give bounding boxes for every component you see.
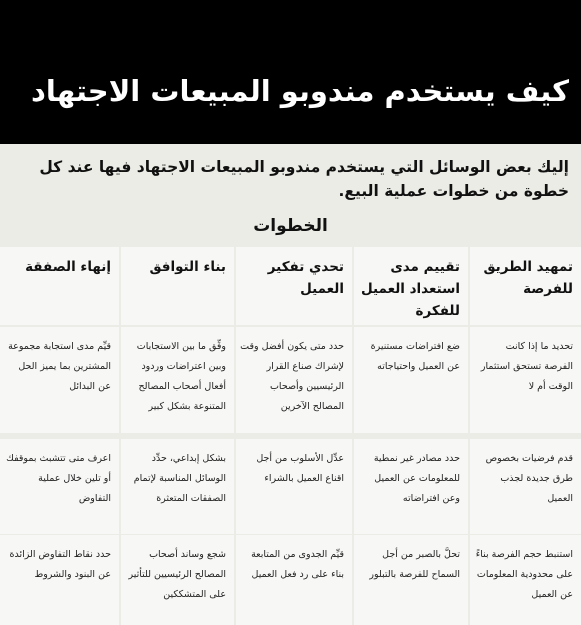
table-cell [0, 327, 119, 433]
table-cell [354, 535, 468, 625]
table-cell [354, 439, 468, 534]
column-header [0, 247, 119, 325]
column-building-consensus [121, 247, 234, 625]
page-title: كيف يستخدم مندوبو المبيعات الاجتهاد [31, 74, 569, 108]
table-cell [470, 535, 581, 625]
table-cell [121, 439, 234, 534]
cell-text: تحلَّ بالصبر من أجل السماح للفرصة بالتبلور [369, 549, 460, 580]
column-header-label: تحدي تفكير العميل [267, 259, 344, 297]
cell-text: حدد مصادر غير نمطية للمعلومات عن العميل وعن افتراضاته [373, 453, 460, 504]
cell-text: قيِّم مدى استجابة مجموعة المشترين بما يميز الحل عن البدائل [8, 341, 111, 392]
cell-text: وفِّق ما بين الاستجابات وبين اعتراضات وردود أفعال أصحاب المصالح المتنوعة بشكل كبير [136, 341, 226, 412]
cell-text: قدم فرضيات بخصوص طرق جديدة لجذب العميل [485, 453, 573, 504]
cell-text: ضع افتراضات مستنيرة عن العميل واحتياجاته [370, 341, 460, 372]
column-header-label: تمهيد الطريق للفرصة [483, 259, 573, 297]
intro-text: إليك بعض الوسائل التي يستخدم مندوبو المبيعات الاجتهاد فيها عند كل خطوة من خطوات عملية البيع. [39, 158, 569, 200]
table-cell [354, 327, 468, 433]
cell-text: استنبط حجم الفرصة بناءً على محدودية المعلومات عن العميل [475, 549, 573, 600]
table-cell [236, 439, 352, 534]
column-header-label: بناء التوافق [149, 259, 226, 275]
column-header [354, 247, 468, 325]
table-cell [121, 535, 234, 625]
column-header-label: إنهاء الصفقة [25, 259, 111, 275]
steps-heading: الخطوات [253, 216, 328, 236]
table-cell [0, 535, 119, 625]
cell-text: اعرف متى تتشبث بموقفك أو تلين خلال عملية التفاوض [6, 453, 111, 504]
cell-text: حدد متى يكون أفضل وقت لإشراك صناع القرار الرئيسيين وأصحاب المصالح الآخرين [240, 341, 344, 412]
cell-text: تحديد ما إذا كانت الفرصة تستحق استثمار الوقت أم لا [480, 341, 573, 392]
cell-text: شجع وساند أصحاب المصالح الرئيسيين للتأثير على المتشككين [128, 549, 226, 600]
column-header [236, 247, 352, 325]
column-closing-deal [0, 247, 119, 625]
column-header [121, 247, 234, 325]
cell-text: قيِّم الجدوى من المتابعة بناء على رد فعل العميل [251, 549, 344, 580]
table-cell [0, 439, 119, 534]
cell-text: عدِّل الأسلوب من أجل اقناع العميل بالشراء [256, 453, 344, 484]
table-cell [121, 327, 234, 433]
column-header-label: تقييم مدى استعداد العميل للفكرة [360, 259, 460, 319]
table-cell [236, 535, 352, 625]
cell-text: حدد نقاط التفاوض الزائدة عن البنود والشروط [9, 549, 111, 580]
column-paving-the-way [470, 247, 581, 625]
column-challenging-thinking [236, 247, 352, 625]
column-assessing-readiness [354, 247, 468, 625]
table-cell [470, 327, 581, 433]
table-cell [470, 439, 581, 534]
title-banner [0, 0, 581, 144]
column-header [470, 247, 581, 325]
table-cell [236, 327, 352, 433]
cell-text: بشكل إبداعي، حدِّد الوسائل المناسبة لإتمام الصفقات المتعثرة [133, 453, 226, 504]
steps-table [0, 247, 581, 625]
